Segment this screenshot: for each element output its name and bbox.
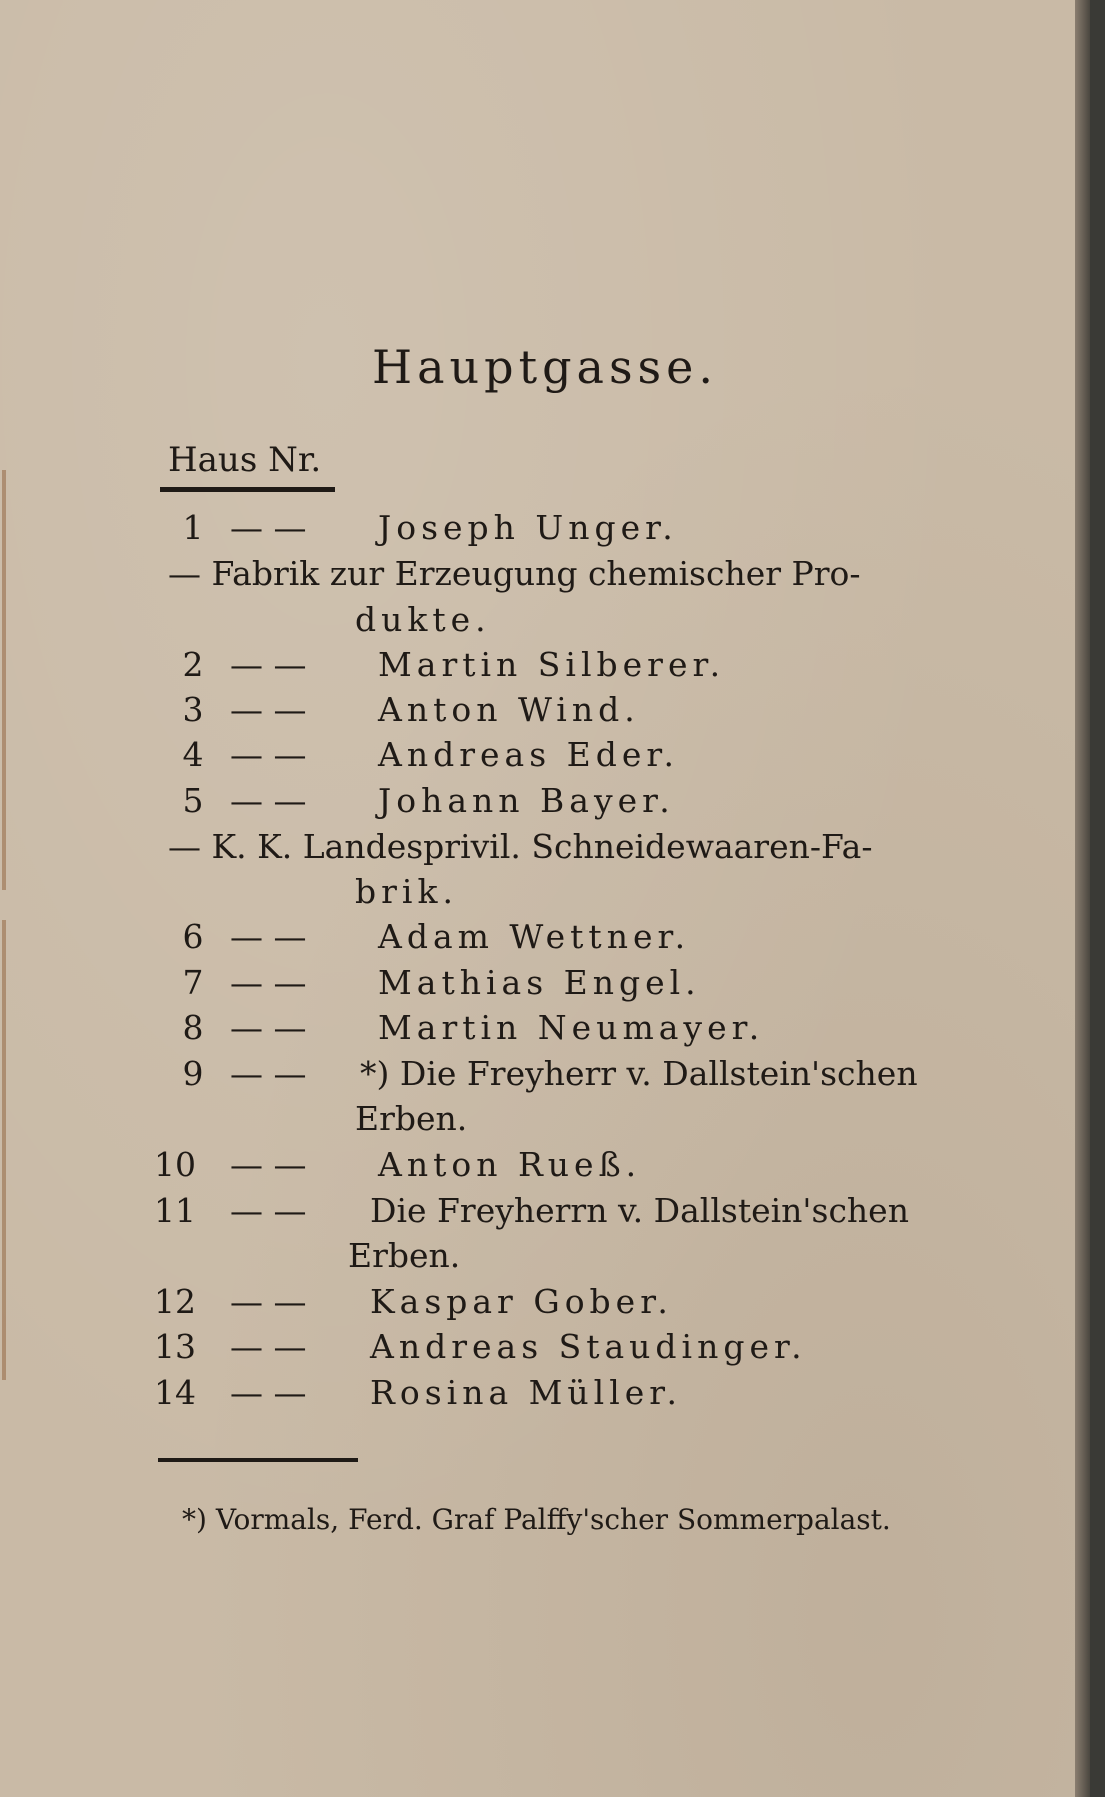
house-number: 2: [182, 645, 204, 684]
resident-name: Rosina Müller.: [370, 1373, 682, 1412]
page-title: Hauptgasse.: [371, 340, 719, 394]
entry-continuation: brik.: [355, 872, 458, 911]
resident-name: *) Die Freyherr v. Dallstein'schen: [360, 1054, 918, 1093]
house-number: 12: [154, 1282, 196, 1321]
footnote-rule: [158, 1458, 358, 1462]
house-number: 9: [182, 1054, 204, 1093]
house-number: 4: [182, 735, 204, 774]
resident-name: Andreas Eder.: [378, 735, 679, 774]
dash-leader: — —: [230, 690, 307, 729]
house-number: 5: [182, 781, 204, 820]
binding-stitch: [2, 920, 6, 1380]
resident-name: Adam Wettner.: [378, 917, 691, 956]
resident-name: Andreas Staudinger.: [370, 1327, 807, 1366]
house-number: 13: [154, 1327, 196, 1366]
dash-leader: — —: [230, 1145, 307, 1184]
resident-name: Mathias Engel.: [378, 963, 701, 1002]
dash-leader: — —: [230, 781, 307, 820]
entry-continuation: Erben.: [348, 1236, 461, 1275]
resident-name: Anton Rueß.: [378, 1145, 642, 1184]
house-number: 3: [182, 690, 204, 729]
house-number: 6: [182, 917, 204, 956]
resident-name: Kaspar Gober.: [370, 1282, 673, 1321]
binding-stitch: [2, 470, 6, 890]
dash-leader: — —: [230, 1282, 307, 1321]
dash-leader: — —: [230, 1191, 307, 1230]
dash-leader: — —: [230, 508, 307, 547]
house-number: 11: [154, 1191, 196, 1230]
house-number: 10: [154, 1145, 196, 1184]
header-rule: [160, 487, 335, 492]
resident-name: Johann Bayer.: [378, 781, 675, 820]
dash-leader: — —: [230, 1373, 307, 1412]
page-edge: [1075, 0, 1090, 1797]
dash-leader: — —: [230, 735, 307, 774]
dash-leader: — —: [230, 917, 307, 956]
resident-name: Anton Wind.: [378, 690, 640, 729]
dash-leader: — —: [230, 645, 307, 684]
house-number: 7: [182, 963, 204, 1002]
column-header: Haus Nr.: [168, 440, 322, 480]
entry-continuation: Erben.: [355, 1099, 468, 1138]
dash-leader: — —: [230, 1008, 307, 1047]
resident-name: Die Freyherrn v. Dallstein'schen: [370, 1191, 909, 1230]
resident-name: Martin Neumayer.: [378, 1008, 765, 1047]
dash-leader: — —: [230, 963, 307, 1002]
resident-name: Joseph Unger.: [378, 508, 678, 547]
house-number: 14: [154, 1373, 196, 1412]
dash-leader: — —: [230, 1327, 307, 1366]
resident-name: Martin Silberer.: [378, 645, 726, 684]
house-number: 1: [182, 508, 204, 547]
house-number: 8: [182, 1008, 204, 1047]
entry-continuation: dukte.: [355, 600, 491, 639]
entry-text: — K. K. Landesprivil. Schneidewaaren-Fa-: [168, 827, 873, 866]
footnote: *) Vormals, Ferd. Graf Palffy'scher Sommerpalast.: [182, 1503, 891, 1536]
entry-text: — Fabrik zur Erzeugung chemischer Pro-: [168, 554, 861, 593]
dash-leader: — —: [230, 1054, 307, 1093]
